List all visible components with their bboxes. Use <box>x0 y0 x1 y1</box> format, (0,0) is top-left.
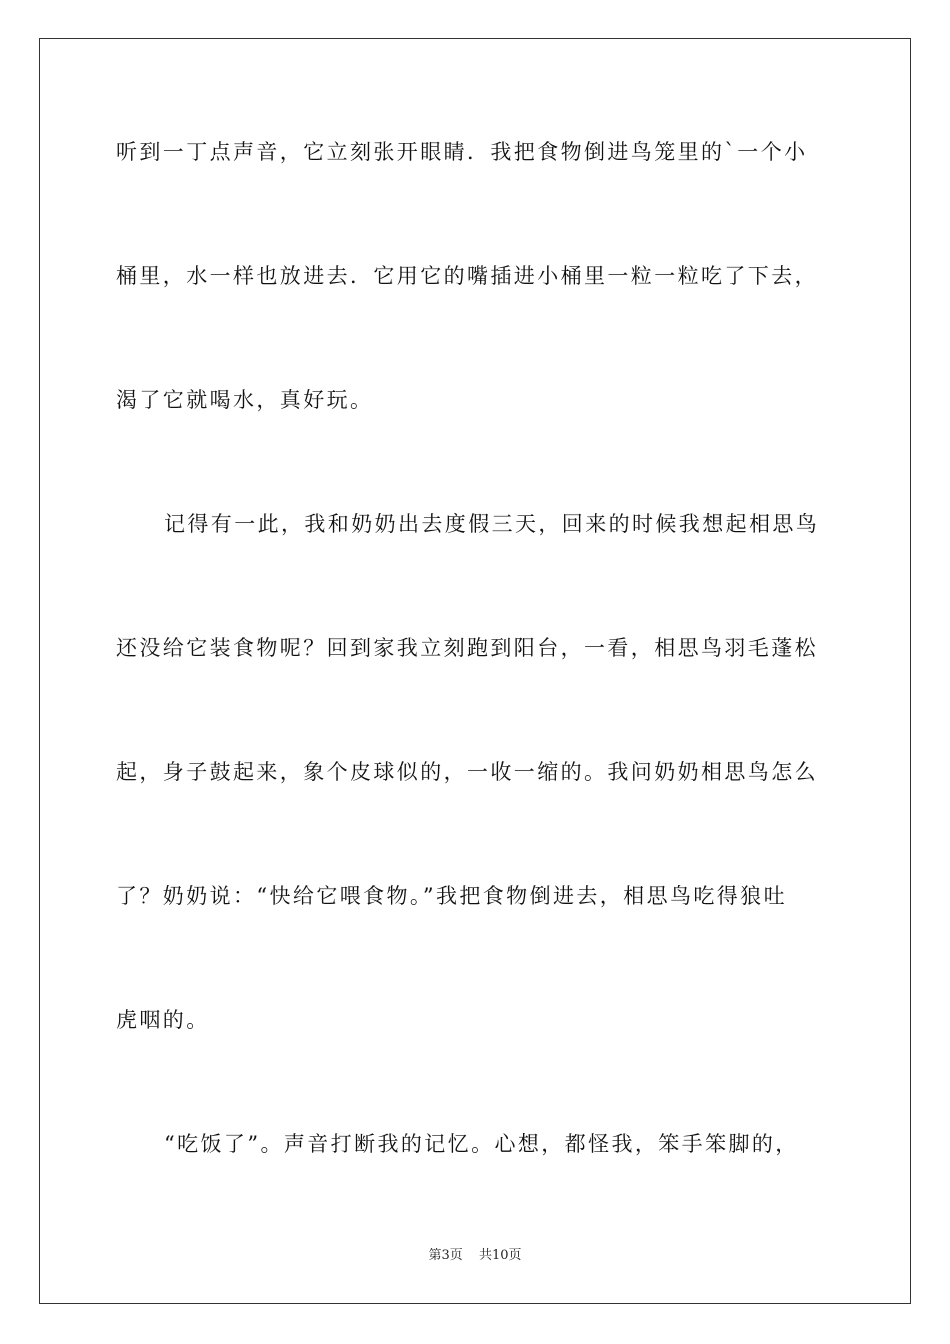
text-line: 渴了它就喝水，真好玩。 <box>116 388 374 412</box>
paragraph-start-line: “吃饭了”。声音打断我的记忆。心想，都怪我，笨手笨脚的， <box>164 1132 799 1156</box>
text-line: 桶里，水一样也放进去．它用它的嘴插进小桶里一粒一粒吃了下去， <box>116 264 818 288</box>
text-line: 听到一丁点声音，它立刻张开眼睛．我把食物倒进鸟笼里的`一个小 <box>116 140 808 164</box>
text-line: 还没给它装食物呢？回到家我立刻跑到阳台，一看，相思鸟羽毛蓬松 <box>116 636 818 660</box>
text-line: 起，身子鼓起来，象个皮球似的，一收一缩的。我问奶奶相思鸟怎么 <box>116 760 818 784</box>
page-total: 共10页 <box>478 1248 522 1263</box>
page-footer <box>0 1247 950 1265</box>
page-border <box>39 38 911 1304</box>
text-line: 了？奶奶说：“快给它喂食物。”我把食物倒进去，相思鸟吃得狼吐 <box>116 884 787 908</box>
page-number: 第3页 <box>428 1248 463 1263</box>
text-line: 虎咽的。 <box>116 1008 210 1032</box>
paragraph-start-line: 记得有一此，我和奶奶出去度假三天，回来的时候我想起相思鸟 <box>164 512 820 536</box>
